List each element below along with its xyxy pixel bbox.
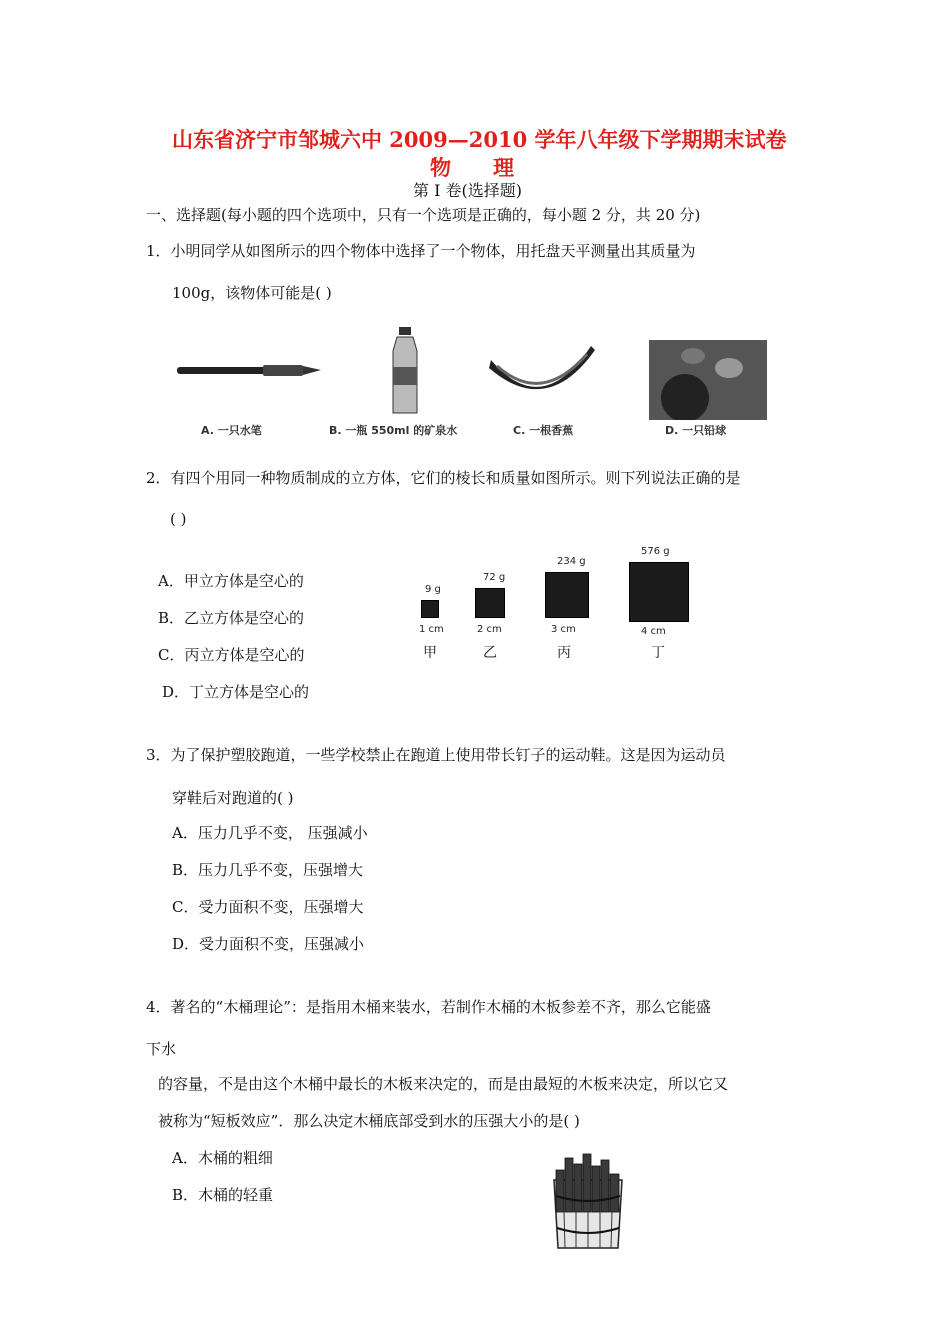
banana-image [487, 340, 597, 410]
wooden-barrel-image [548, 1152, 628, 1252]
cube-bing-edge: 3 cm [551, 624, 576, 635]
cube-jia-mass: 9 g [425, 584, 441, 595]
cubes-figure [405, 542, 695, 662]
cube-yi-edge: 2 cm [477, 624, 502, 635]
q2-text-cont: ( ) [170, 510, 187, 528]
cube-bing [545, 572, 589, 618]
q2-text: 2．有四个用同一种物质制成的立方体，它们的棱长和质量如图所示。则下列说法正确的是 [146, 469, 741, 487]
subject-title: 物 理 [430, 155, 514, 180]
q2-option-a: A．甲立方体是空心的 [158, 572, 304, 590]
q4-text-cont3: 被称为“短板效应”．那么决定木桶底部受到水的压强大小的是( ) [158, 1112, 580, 1130]
q1-text-cont: 100g，该物体可能是( ) [172, 284, 332, 302]
q1-figure [165, 322, 785, 442]
q3-text-cont: 穿鞋后对跑道的( ) [172, 789, 294, 807]
cube-yi [475, 588, 505, 618]
volume-heading: 第 I 卷(选择题) [413, 181, 522, 200]
caption-b: B. 一瓶 550ml 的矿泉水 [329, 424, 458, 437]
q3-option-d: D．受力面积不变，压强减小 [172, 935, 365, 953]
caption-a: A. 一只水笔 [201, 424, 262, 437]
q1-text: 1．小明同学从如图所示的四个物体中选择了一个物体，用托盘天平测量出其质量为 [146, 242, 696, 260]
q4-option-b: B．木桶的轻重 [172, 1186, 274, 1204]
cube-ding [629, 562, 689, 622]
q4-option-a: A．木桶的粗细 [172, 1149, 273, 1167]
page-title: 山东省济宁市邹城六中 2009—2010 学年八年级下学期期末试卷 [172, 127, 787, 152]
cube-ding-edge: 4 cm [641, 626, 666, 637]
caption-d: D. 一只铅球 [665, 424, 727, 437]
cube-ding-label: 丁 [651, 645, 665, 661]
q4-text: 4．著名的“木桶理论”：是指用木桶来装水，若制作木桶的木板参差不齐，那么它能盛 [146, 998, 711, 1016]
water-bottle-image [385, 327, 425, 417]
q3-option-a: A．压力几乎不变， 压强减小 [172, 824, 368, 842]
cube-bing-mass: 234 g [557, 556, 586, 567]
caption-c: C. 一根香蕉 [513, 424, 574, 437]
q2-option-c: C．丙立方体是空心的 [158, 646, 305, 664]
pen-image [173, 360, 323, 380]
q4-text-cont2: 的容量，不是由这个木桶中最长的木板来决定的，而是由最短的木板来决定，所以它又 [158, 1075, 729, 1093]
cube-yi-mass: 72 g [483, 572, 506, 583]
cube-bing-label: 丙 [557, 645, 571, 661]
cube-jia-label: 甲 [423, 645, 437, 661]
cube-jia-edge: 1 cm [419, 624, 444, 635]
shot-put-image [649, 340, 767, 420]
section-heading: 一、选择题(每小题的四个选项中，只有一个选项是正确的，每小题 2 分，共 20 分) [146, 206, 701, 224]
q3-text: 3．为了保护塑胶跑道，一些学校禁止在跑道上使用带长钉子的运动鞋。这是因为运动员 [146, 746, 726, 764]
cube-jia [421, 600, 439, 618]
q2-option-b: B．乙立方体是空心的 [158, 609, 305, 627]
q4-text-cont1: 下水 [146, 1040, 177, 1058]
cube-ding-mass: 576 g [641, 546, 670, 557]
q2-option-d: D．丁立方体是空心的 [162, 683, 310, 701]
q3-option-c: C．受力面积不变，压强增大 [172, 898, 364, 916]
q3-option-b: B．压力几乎不变，压强增大 [172, 861, 364, 879]
cube-yi-label: 乙 [483, 645, 497, 661]
